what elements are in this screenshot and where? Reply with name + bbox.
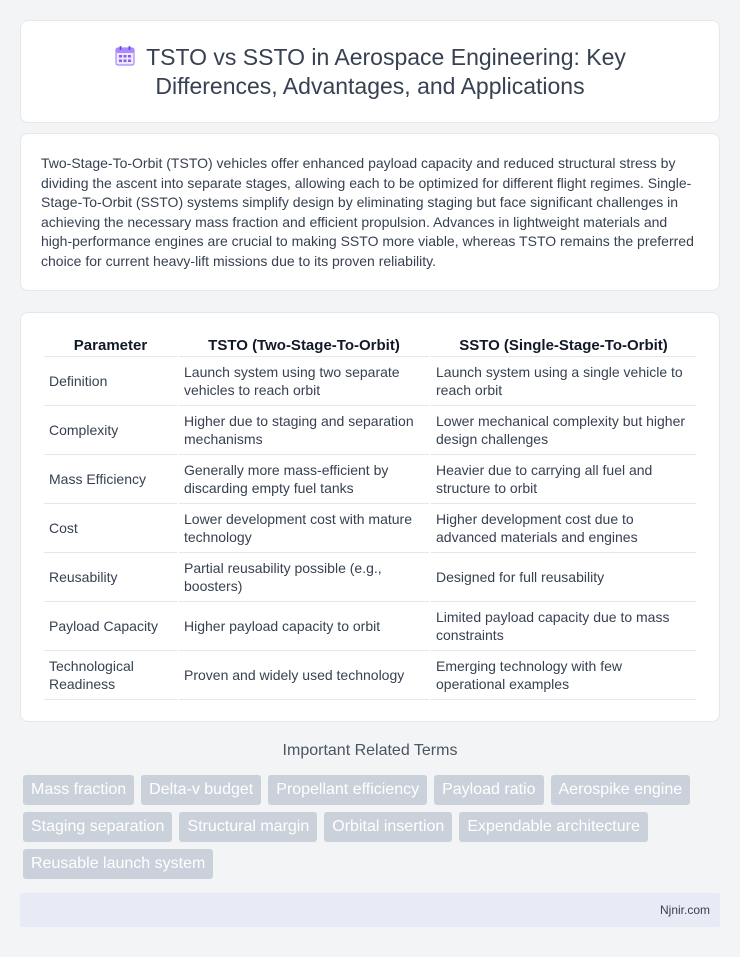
cell-parameter: Cost bbox=[44, 504, 177, 553]
title-wrap bbox=[21, 43, 719, 101]
table-row bbox=[44, 602, 696, 651]
cell-ssto: Heavier due to carrying all fuel and structure to orbit bbox=[431, 455, 696, 504]
header-parameter: Parameter bbox=[44, 333, 177, 357]
footer bbox=[20, 893, 720, 927]
cell-ssto: Designed for full reusability bbox=[431, 553, 696, 602]
table-row bbox=[44, 455, 696, 504]
cell-parameter: Reusability bbox=[44, 553, 177, 602]
tag-mass-fraction[interactable]: Mass fraction bbox=[23, 775, 134, 805]
comparison-table-card bbox=[20, 312, 720, 722]
tag-propellant-efficiency[interactable]: Propellant efficiency bbox=[268, 775, 427, 805]
cell-ssto: Lower mechanical complexity but higher design challenges bbox=[431, 406, 696, 455]
tag-aerospike-engine[interactable]: Aerospike engine bbox=[551, 775, 691, 805]
tag-orbital-insertion[interactable]: Orbital insertion bbox=[324, 812, 452, 842]
cell-parameter: Mass Efficiency bbox=[44, 455, 177, 504]
page-title bbox=[51, 43, 689, 101]
table-row bbox=[44, 651, 696, 700]
cell-parameter: Technological Readiness bbox=[44, 651, 177, 700]
cell-ssto: Launch system using a single vehicle to reach orbit bbox=[431, 357, 696, 406]
cell-tsto: Higher payload capacity to orbit bbox=[179, 602, 429, 651]
page-title-text: TSTO vs SSTO in Aerospace Engineering: Key Differences, Advantages, and Applications bbox=[146, 43, 626, 99]
tag-payload-ratio[interactable]: Payload ratio bbox=[434, 775, 543, 805]
cell-tsto: Partial reusability possible (e.g., boosters) bbox=[179, 553, 429, 602]
cell-ssto: Limited payload capacity due to mass constraints bbox=[431, 602, 696, 651]
table-row bbox=[44, 406, 696, 455]
table-row bbox=[44, 357, 696, 406]
header-tsto: TSTO (Two-Stage-To-Orbit) bbox=[179, 333, 429, 357]
intro-card bbox=[20, 133, 720, 291]
tag-structural-margin[interactable]: Structural margin bbox=[179, 812, 317, 842]
calendar-icon bbox=[114, 45, 136, 67]
cell-ssto: Higher development cost due to advanced materials and engines bbox=[431, 504, 696, 553]
cell-tsto: Launch system using two separate vehicles to reach orbit bbox=[179, 357, 429, 406]
header-card bbox=[20, 20, 720, 123]
cell-ssto: Emerging technology with few operational examples bbox=[431, 651, 696, 700]
cell-parameter: Payload Capacity bbox=[44, 602, 177, 651]
related-terms-list bbox=[23, 775, 723, 886]
table-row bbox=[44, 504, 696, 553]
cell-parameter: Complexity bbox=[44, 406, 177, 455]
table-row bbox=[44, 553, 696, 602]
tag-expendable-architecture[interactable]: Expendable architecture bbox=[459, 812, 648, 842]
footer-site-link[interactable]: Njnir.com bbox=[659, 903, 710, 917]
tag-delta-v-budget[interactable]: Delta-v budget bbox=[141, 775, 261, 805]
cell-tsto: Lower development cost with mature technology bbox=[179, 504, 429, 553]
cell-tsto: Generally more mass-efficient by discarding empty fuel tanks bbox=[179, 455, 429, 504]
cell-parameter: Definition bbox=[44, 357, 177, 406]
comparison-table bbox=[42, 333, 698, 700]
tag-reusable-launch-system[interactable]: Reusable launch system bbox=[23, 849, 213, 879]
table-header-row bbox=[44, 333, 696, 357]
cell-tsto: Proven and widely used technology bbox=[179, 651, 429, 700]
intro-paragraph: Two-Stage-To-Orbit (TSTO) vehicles offer enhanced payload capacity and reduced structural stress by dividing the ascent into separate stages, allowing each to be optimized for different flight regimes. Single-Stage-To-Orbit (SSTO) systems simplify design by eliminating staging but face significant challenges in achieving the necessary mass fraction and efficient propulsion. Advances in lightweight materials and high-performance engines are crucial to making SSTO more viable, whereas TSTO remains the preferred choice for current heavy-lift missions due to its proven reliability. bbox=[41, 155, 694, 269]
cell-tsto: Higher due to staging and separation mechanisms bbox=[179, 406, 429, 455]
related-terms-heading: Important Related Terms bbox=[282, 742, 458, 759]
tag-staging-separation[interactable]: Staging separation bbox=[23, 812, 172, 842]
header-ssto: SSTO (Single-Stage-To-Orbit) bbox=[431, 333, 696, 357]
